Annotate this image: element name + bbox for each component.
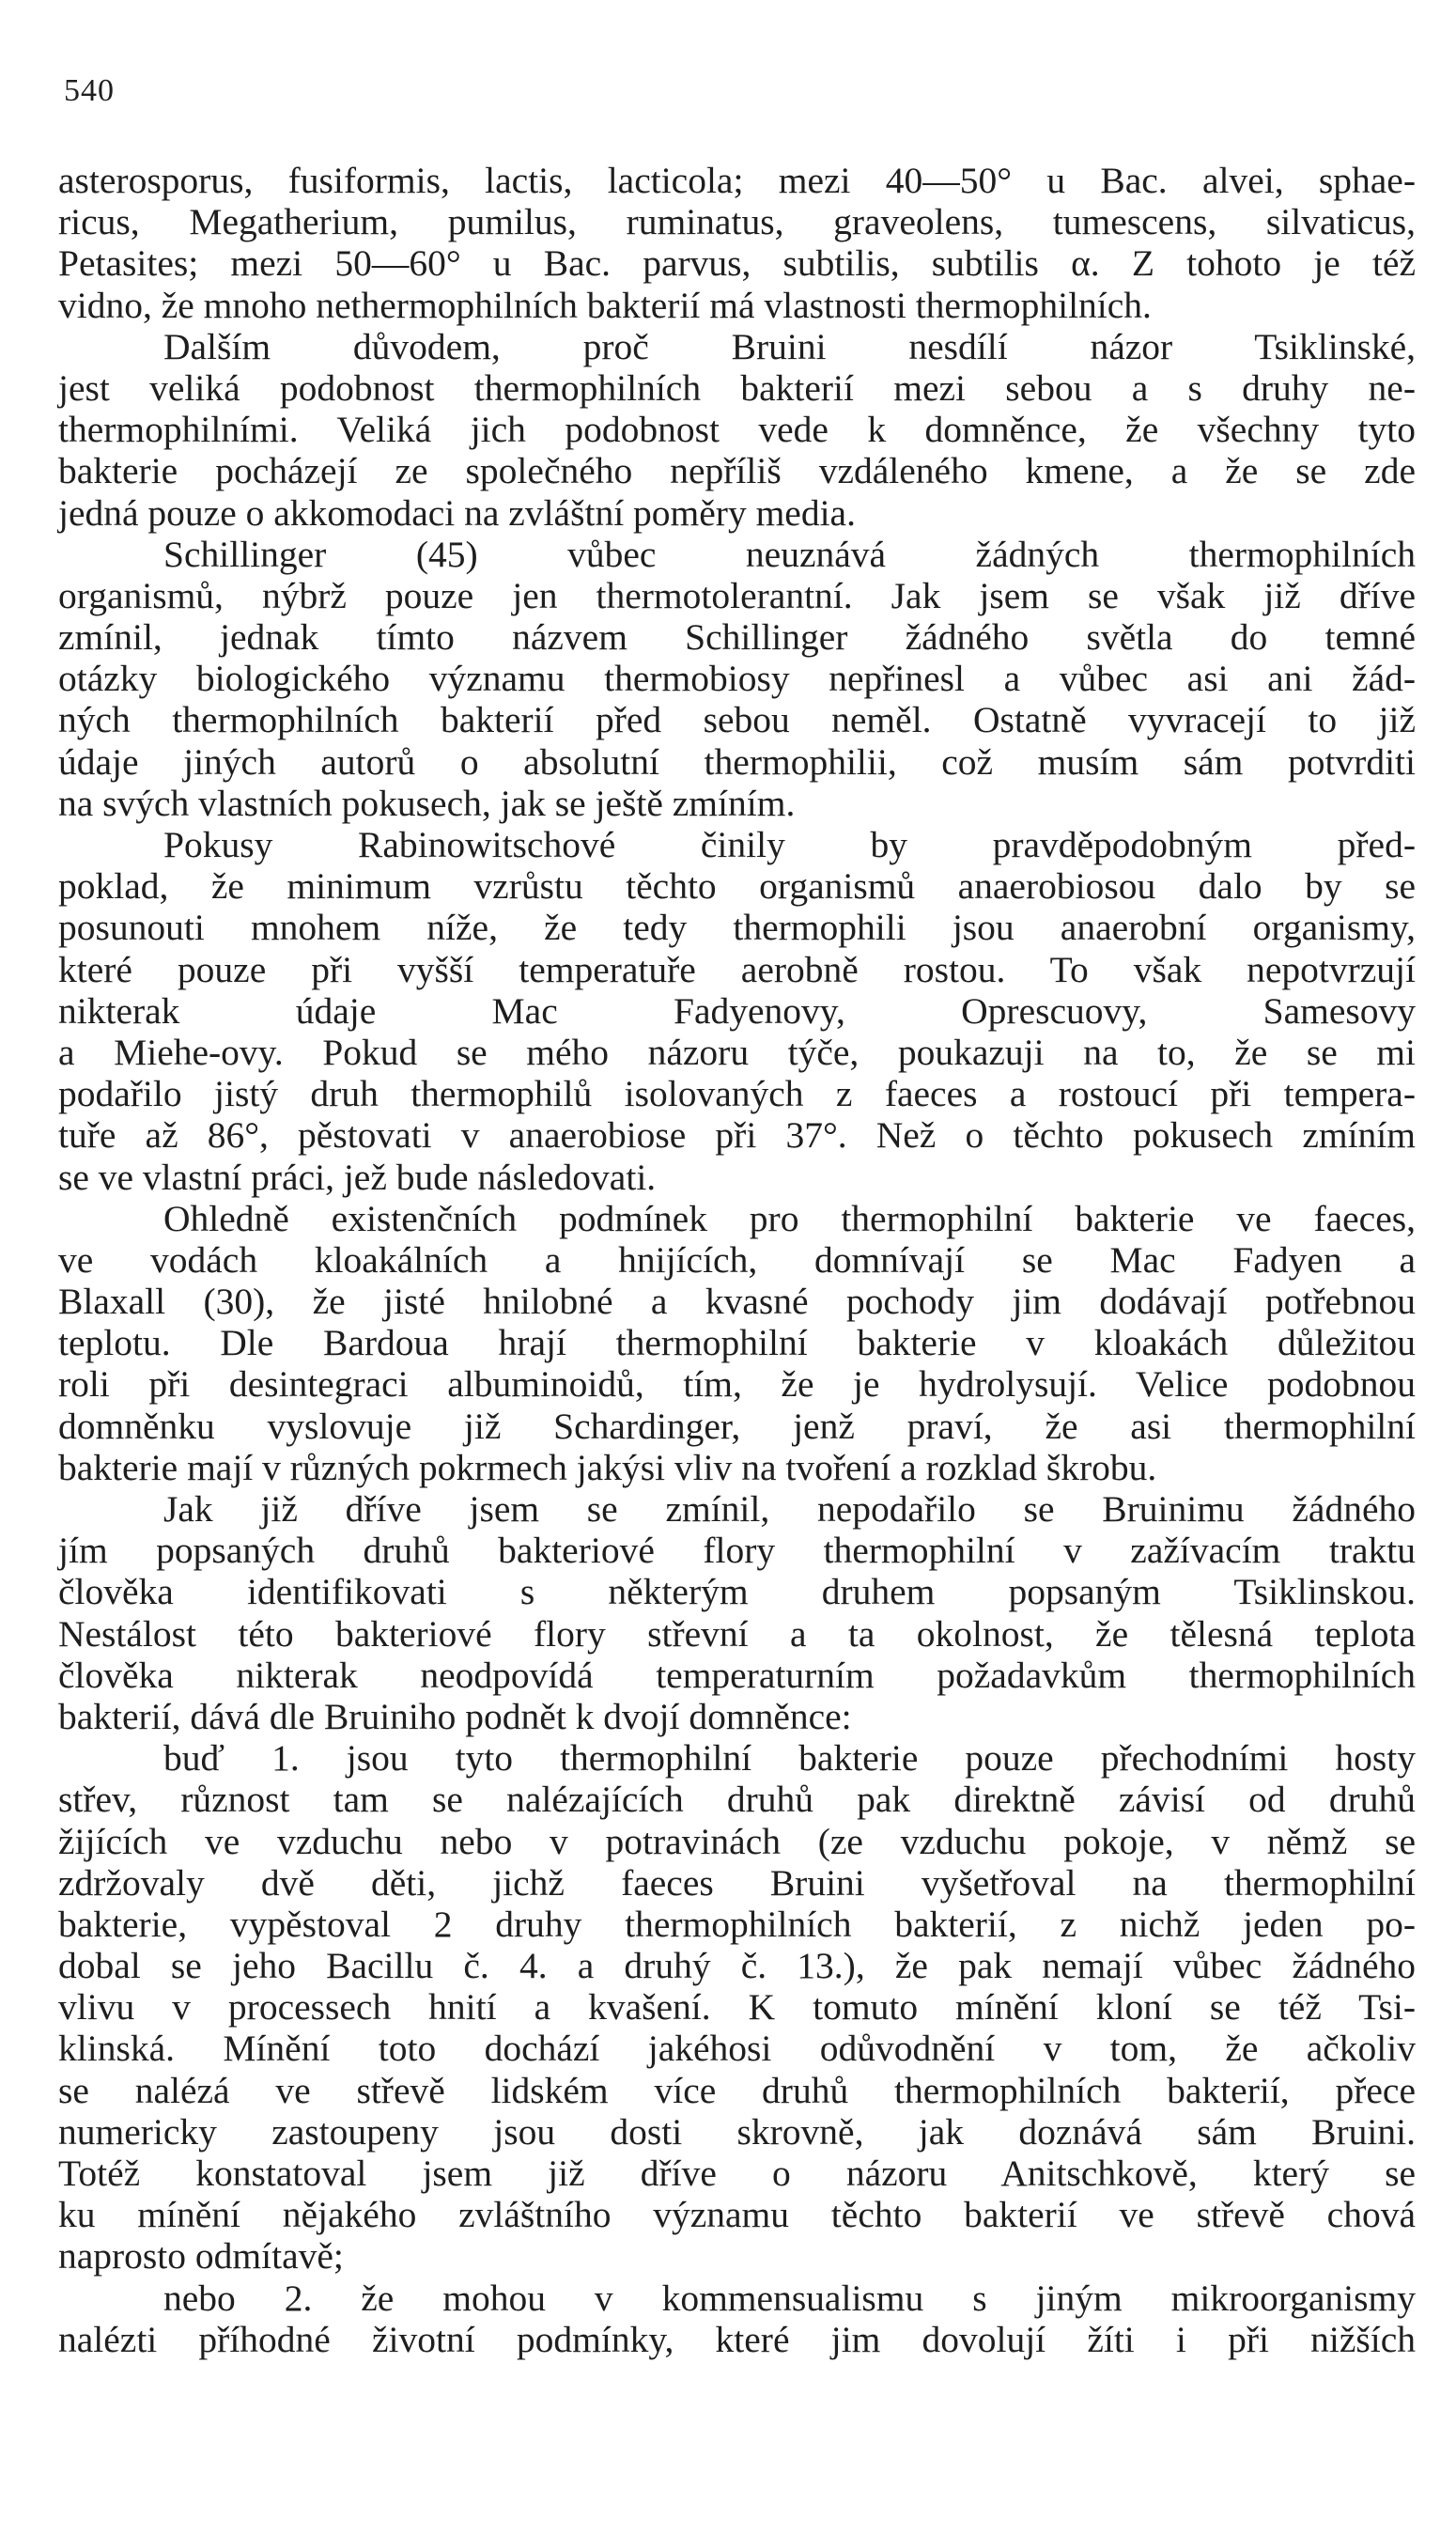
text-line: nebo 2. že mohou v kommensualismu s jiným mikroorganismy	[163, 2277, 1416, 2319]
text-line: člověka nikterak neodpovídá temperaturním požadavkům thermophilních	[58, 1654, 1416, 1696]
text-line: domněnku vyslovuje již Schardinger, jenž praví, že asi thermophilní	[58, 1405, 1416, 1447]
text-line: podařilo jistý druh thermophilů isolovaných z faeces a rostoucí při tempera-	[58, 1073, 1416, 1115]
text-line: ných thermophilních bakterií před sebou neměl. Ostatně vyvracejí to již	[58, 699, 1416, 741]
page-number: 540	[64, 73, 115, 108]
text-body	[58, 160, 1416, 2360]
text-line: bakterie, vypěstoval 2 druhy thermophilních bakterií, z nichž jeden po-	[58, 1903, 1416, 1945]
text-line: vlivu v processech hnití a kvašení. K tomuto mínění kloní se též Tsi-	[58, 1986, 1416, 2029]
text-line: vidno, že mnoho nethermophilních bakterií má vlastnosti thermophilních.	[58, 284, 1152, 326]
text-line: které pouze při vyšší temperatuře aerobně rostou. To však nepotvrzují	[58, 948, 1416, 990]
text-line: Petasites; mezi 50—60° u Bac. parvus, subtilis, subtilis α. Z tohoto je též	[58, 242, 1416, 285]
text-line: Ohledně existenčních podmínek pro thermophilní bakterie ve faeces,	[163, 1197, 1416, 1239]
text-line: numericky zastoupeny jsou dosti skrovně, jak doznává sám Bruini.	[58, 2110, 1416, 2153]
text-line: posunouti mnohem níže, že tedy thermophili jsou anaerobní organismy,	[58, 907, 1416, 949]
text-line: ricus, Megatherium, pumilus, ruminatus, graveolens, tumescens, silvaticus,	[58, 201, 1416, 243]
text-line: člověka identifikovati s některým druhem popsaným Tsiklinskou.	[58, 1571, 1416, 1613]
text-line: bakterie pocházejí ze společného nepříliš vzdáleného kmene, a že se zde	[58, 450, 1416, 492]
text-line: otázky biologického významu thermobiosy nepřinesl a vůbec asi ani žád-	[58, 658, 1416, 700]
text-line: nikterak údaje Mac Fadyenovy, Oprescuovy, Samesovy	[58, 989, 1416, 1032]
text-line: střev, různost tam se nalézajících druhů pak direktně závisí od druhů	[58, 1779, 1416, 1821]
text-line: tuře až 86°, pěstovati v anaerobiose při 37°. Než o těchto pokusech zmíním	[58, 1114, 1416, 1157]
text-line: klinská. Mínění toto dochází jakéhosi odůvodnění v tom, že ačkoliv	[58, 2028, 1416, 2070]
text-line: buď 1. jsou tyto thermophilní bakterie pouze přechodními hosty	[163, 1737, 1416, 1780]
text-line: Pokusy Rabinowitschové činily by pravděpodobným před-	[163, 824, 1416, 865]
text-line: Jak již dříve jsem se zmínil, nepodařilo se Bruinimu žádného	[163, 1488, 1416, 1530]
text-line: roli při desintegraci albuminoidů, tím, že je hydrolysují. Velice podobnou	[58, 1363, 1416, 1406]
text-line: naprosto odmítavě;	[58, 2235, 344, 2277]
text-line: a Miehe-ovy. Pokud se mého názoru týče, poukazuji na to, že se mi	[58, 1031, 1416, 1073]
text-line: zmínil, jednak tímto názvem Schillinger žádného světla do temné	[58, 616, 1416, 659]
text-line: Schillinger (45) vůbec neuznává žádných thermophilních	[163, 533, 1416, 575]
text-line: poklad, že minimum vzrůstu těchto organismů anaerobiosou dalo by se	[58, 865, 1416, 908]
text-line: nalézti příhodné životní podmínky, které jim dovolují žíti i při nižších	[58, 2318, 1416, 2360]
text-line: údaje jiných autorů o absolutní thermophilii, což musím sám potvrditi	[58, 740, 1416, 783]
text-line: Dalším důvodem, proč Bruini nesdílí názor Tsiklinské,	[163, 325, 1416, 367]
text-line: dobal se jeho Bacillu č. 4. a druhý č. 13.), že pak nemají vůbec žádného	[58, 1945, 1416, 1987]
text-line: ku mínění nějakého zvláštního významu těchto bakterií ve střevě chová	[58, 2194, 1416, 2236]
text-line: teplotu. Dle Bardoua hrají thermophilní bakterie v kloakách důležitou	[58, 1322, 1416, 1364]
text-line: jím popsaných druhů bakteriové flory thermophilní v zažívacím traktu	[58, 1530, 1416, 1572]
text-line: Nestálost této bakteriové flory střevní a ta okolnost, že tělesná teplota	[58, 1612, 1416, 1655]
text-line: Blaxall (30), že jisté hnilobné a kvasné pochody jim dodávají potřebnou	[58, 1281, 1416, 1323]
text-line: jedná pouze o akkomodaci na zvláštní poměry media.	[58, 491, 856, 534]
text-line: asterosporus, fusiformis, lactis, lacticola; mezi 40—50° u Bac. alvei, sphae-	[58, 160, 1416, 201]
text-line: bakterie mají v různých pokrmech jakýsi vliv na tvoření a rozklad škrobu.	[58, 1446, 1157, 1488]
text-line: žijících ve vzduchu nebo v potravinách (ze vzduchu pokoje, v němž se	[58, 1820, 1416, 1862]
text-line: se nalézá ve střevě lidském více druhů thermophilních bakterií, přece	[58, 2069, 1416, 2111]
text-line: zdržovaly dvě děti, jichž faeces Bruini vyšetřoval na thermophilní	[58, 1861, 1416, 1904]
text-line: jest veliká podobnost thermophilních bakterií mezi sebou a s druhy ne-	[58, 366, 1416, 409]
text-line: se ve vlastní práci, jež bude následovati.	[58, 1156, 657, 1198]
text-line: bakterií, dává dle Bruiniho podnět k dvojí domněnce:	[58, 1695, 852, 1737]
text-line: organismů, nýbrž pouze jen thermotolerantní. Jak jsem se však již dříve	[58, 574, 1416, 616]
text-line: Totéž konstatoval jsem již dříve o názoru Anitschkově, který se	[58, 2153, 1416, 2194]
text-line: thermophilními. Veliká jich podobnost vede k domněnce, že všechny tyto	[58, 409, 1416, 451]
text-line: na svých vlastních pokusech, jak se ještě zmíním.	[58, 782, 796, 824]
text-line: ve vodách kloakálních a hnijících, domnívají se Mac Fadyen a	[58, 1238, 1416, 1281]
